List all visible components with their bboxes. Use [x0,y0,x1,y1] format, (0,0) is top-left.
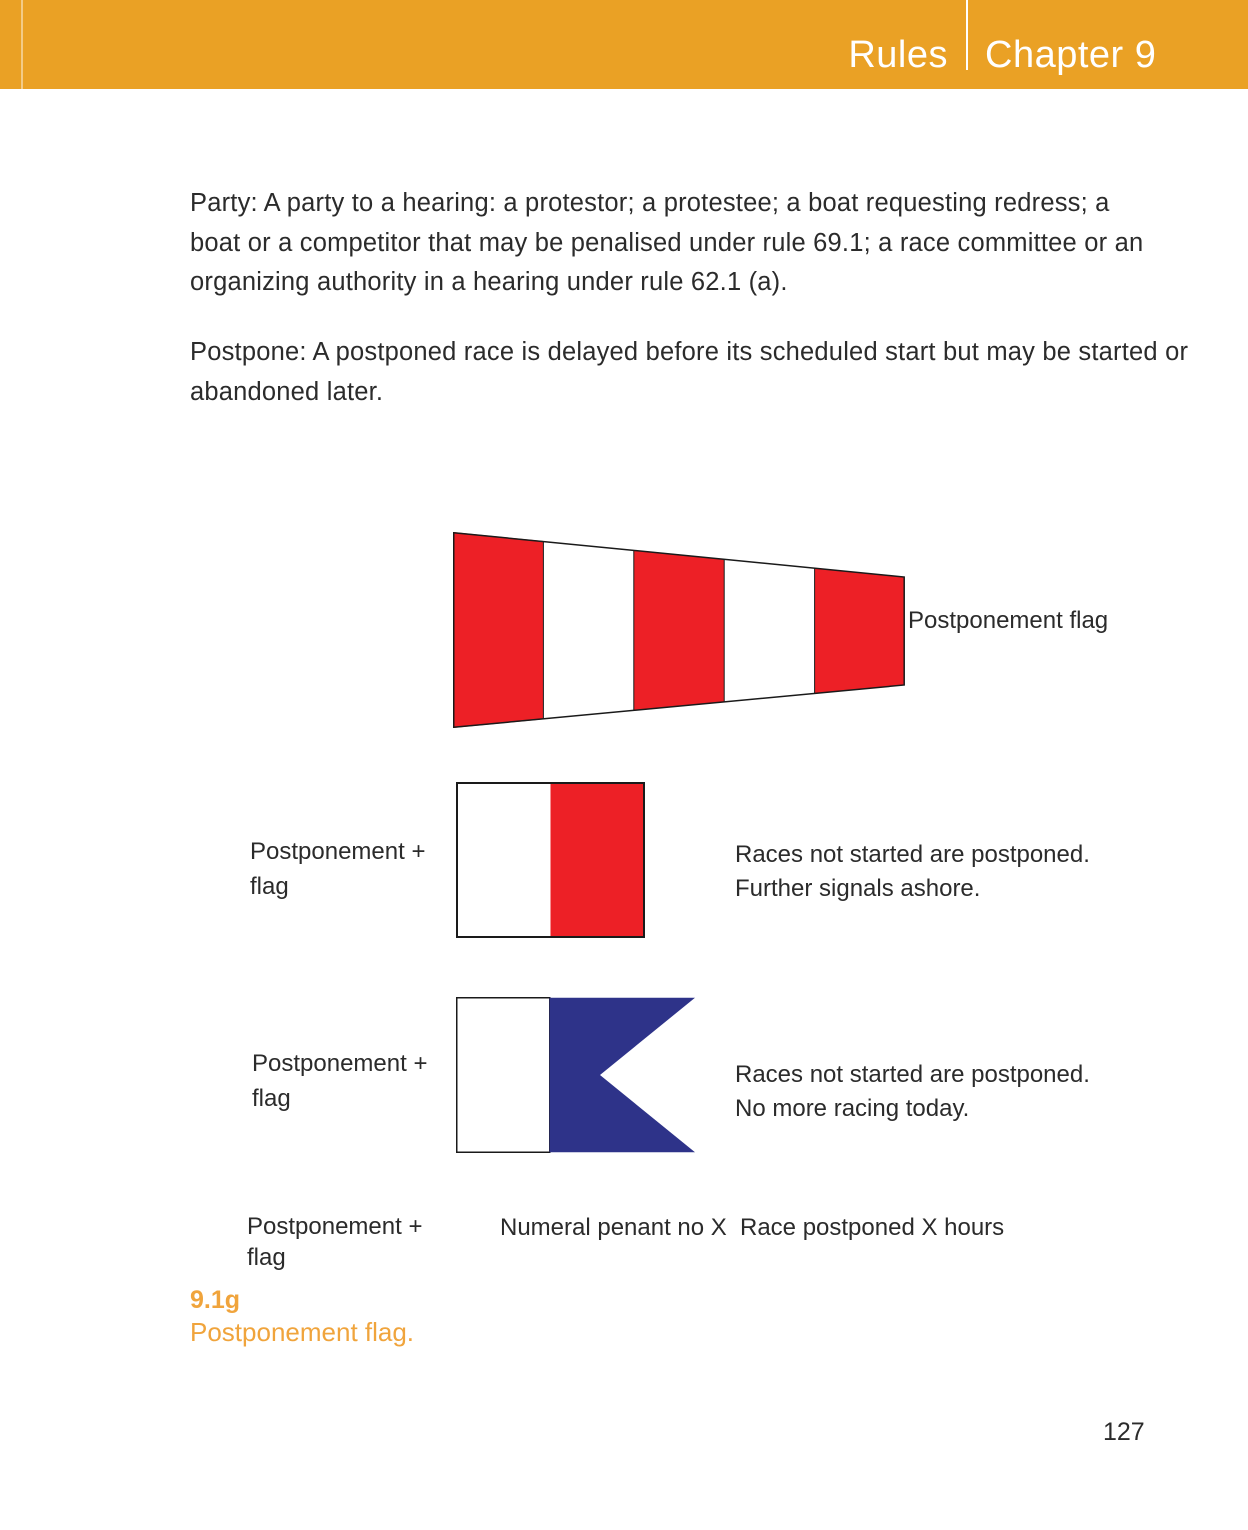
row-today-desc-line: Races not started are postponed. [735,1061,1090,1088]
definition-party [190,184,1143,303]
definition-party-line: organizing authority in a hearing under rule 62.1 (a). [190,268,788,296]
row-today-label-line: Postponement + [252,1050,428,1077]
ap-pennant-flag [453,532,905,728]
header-chapter-title: Chapter 9 [985,34,1157,76]
page-number: 127 [1103,1418,1145,1446]
row-ashore-desc-line: Races not started are postponed. [735,841,1090,868]
definition-party-line: boat or a competitor that may be penalised under rule 69.1; a race committee or an [190,228,1144,257]
definition-party-line: Party: A party to a hearing: a protestor; a protestee; a boat requesting redress; a [190,189,1110,217]
header-banner [0,0,1248,89]
a-flag [456,997,695,1153]
header-divider [966,0,968,70]
header-section-title: Rules [848,34,948,76]
definition-postpone-line: abandoned later. [190,377,384,406]
row-today-label-line: flag [252,1085,291,1112]
definition-postpone [190,333,1188,412]
figure-caption-text: Postponement flag. [190,1317,415,1347]
row-ashore-desc-line: Further signals ashore. [735,875,981,902]
row-numeral-label-line: Postponement + [247,1213,423,1240]
banner-accent-line [21,0,23,89]
row-numeral-description: Race postponed X hours [740,1214,1005,1241]
definition-postpone-line: Postpone: A postponed race is delayed before its scheduled start but may be started or [190,338,1189,366]
row-today-description [735,1058,1090,1126]
row-numeral-label [247,1211,422,1273]
row-ashore-description [735,838,1090,906]
row-ashore-label-line: flag [250,873,289,900]
row-ashore-label-line: Postponement + [250,838,426,865]
row-numeral-label-line: flag [247,1244,286,1271]
h-flag [456,782,645,938]
figure-caption-number: 9.1g [190,1286,241,1314]
row-numeral-pennant-name: Numeral penant no X [500,1214,727,1241]
pennant-flag-label: Postponement flag [908,607,1109,634]
row-ashore-label [250,834,425,904]
row-today-label [252,1046,427,1116]
row-today-desc-line: No more racing today. [735,1095,970,1122]
